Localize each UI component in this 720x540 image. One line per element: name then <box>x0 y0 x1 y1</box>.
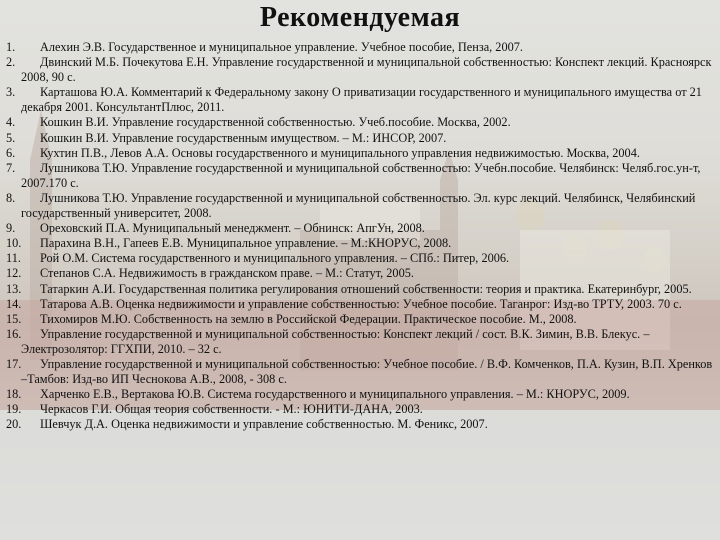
reference-item <box>0 85 716 115</box>
reference-item <box>0 387 716 402</box>
reference-number: 10. <box>6 236 22 251</box>
reference-number: 17. <box>6 356 22 371</box>
reference-item <box>0 55 716 85</box>
reference-list <box>0 40 716 432</box>
reference-number: 6. <box>6 145 16 160</box>
reference-number: 16. <box>6 326 22 341</box>
reference-item <box>0 312 716 327</box>
reference-item <box>0 131 716 146</box>
reference-item <box>0 251 716 266</box>
reference-item <box>0 402 716 417</box>
reference-number: 12. <box>6 266 22 281</box>
reference-text: Алехин Э.В. Государственное и муниципальное управление. Учебное пособие, Пенза, 2007. <box>40 40 523 54</box>
reference-text: Шевчук Д.А. Оценка недвижимости и управление собственностью. М. Феникс, 2007. <box>40 417 488 432</box>
reference-text: Кошкин В.И. Управление государственным имуществом. – М.: ИНСОР, 2007. <box>40 130 447 145</box>
reference-item <box>0 417 716 432</box>
reference-number: 1. <box>6 40 16 54</box>
reference-text: Карташова Ю.А. Комментарий к Федеральному закону О приватизации государственного и муниципального имущества от 21 декабря 2001. КонсультантПлюс, 2011. <box>21 85 702 115</box>
reference-item <box>0 297 716 312</box>
reference-text: Татаркин А.И. Государственная политика регулирования отношений собственности: теория и практика. Екатеринбург, 2005. <box>40 281 692 296</box>
reference-number: 18. <box>6 387 22 402</box>
reference-text: Черкасов Г.И. Общая теория собственности. - М.: ЮНИТИ-ДАНА, 2003. <box>40 402 423 417</box>
reference-number: 20. <box>6 417 22 432</box>
reference-item <box>0 40 716 55</box>
reference-text: Тихомиров М.Ю. Собственность на землю в Российской Федерации. Практическое пособие. М., 2008. <box>40 311 577 326</box>
reference-item <box>0 221 716 236</box>
reference-text: Лушникова Т.Ю. Управление государственной и муниципальной собственностью: Учебн.пособие. Челябинск: Челяб.гос.ун-т, 2007.170 с. <box>21 160 701 190</box>
reference-item <box>0 282 716 297</box>
reference-number: 14. <box>6 296 22 311</box>
reference-number: 9. <box>6 221 16 236</box>
reference-item <box>0 327 716 357</box>
reference-number: 7. <box>6 160 16 175</box>
reference-text: Управление государственной и муниципальной собственностью: Конспект лекций / сост. В.К. Зимин, В.В. Блекус. – Электрозолятор: ГГХПИ, 2010. – 32 с. <box>21 326 650 356</box>
reference-number: 15. <box>6 311 22 326</box>
reference-number: 3. <box>6 85 16 100</box>
reference-number: 13. <box>6 281 22 296</box>
reference-number: 11. <box>6 251 21 266</box>
reference-text: Лушникова Т.Ю. Управление государственной и муниципальной собственностью. Эл. курс лекций. Челябинск, Челябинский государственный университет, 2008. <box>21 190 696 221</box>
reference-item <box>0 191 716 221</box>
reference-number: 19. <box>6 402 22 417</box>
reference-number: 8. <box>6 190 16 205</box>
reference-number: 4. <box>6 115 16 130</box>
reference-number: 2. <box>6 55 16 70</box>
reference-item <box>0 266 716 281</box>
reference-text: Татарова А.В. Оценка недвижимости и управление собственностью: Учебное пособие. Таганрог: Изд-во ТРТУ, 2003. 70 с. <box>40 296 682 311</box>
reference-item <box>0 236 716 251</box>
reference-text: Управление государственной и муниципальной собственностью: Учебное пособие. / В.Ф. Комченков, П.А. Кузин, В.П. Хренков –Тамбов: Изд-во ИП Чеснокова А.В., 2008, - 308 с. <box>21 356 713 387</box>
reference-item <box>0 357 716 387</box>
reference-item <box>0 146 716 161</box>
reference-item <box>0 161 716 191</box>
reference-number: 5. <box>6 130 16 145</box>
reference-text: Ореховский П.А. Муниципальный менеджмент. – Обнинск: АпгУн, 2008. <box>40 221 425 236</box>
reference-text: Парахина В.Н., Гапеев Е.В. Муниципальное управление. – М.:КНОРУС, 2008. <box>40 236 452 251</box>
reference-text: Двинский М.Б. Почекутова Е.Н. Управление государственной и муниципальной собственностью: Конспект лекций. Красноярск 2008, 90 с. <box>21 55 712 85</box>
page-title: Рекомендуемая <box>259 2 461 33</box>
reference-item <box>0 115 716 130</box>
reference-text: Кошкин В.И. Управление государственной собственностью. Учеб.пособие. Москва, 2002. <box>40 115 511 130</box>
reference-text: Степанов С.А. Недвижимость в гражданском праве. – М.: Статут, 2005. <box>40 266 414 281</box>
reference-text: Харченко Е.В., Вертакова Ю.В. Система государственного и муниципального управления. – М.: КНОРУС, 2009. <box>40 387 630 402</box>
reference-text: Кухтин П.В., Левов А.А. Основы государственного и муниципального управления недвижимостью. Москва, 2004. <box>40 145 640 160</box>
reference-text: Рой О.М. Система государственного и муниципального управления. – СПб.: Питер, 2006. <box>40 251 510 266</box>
